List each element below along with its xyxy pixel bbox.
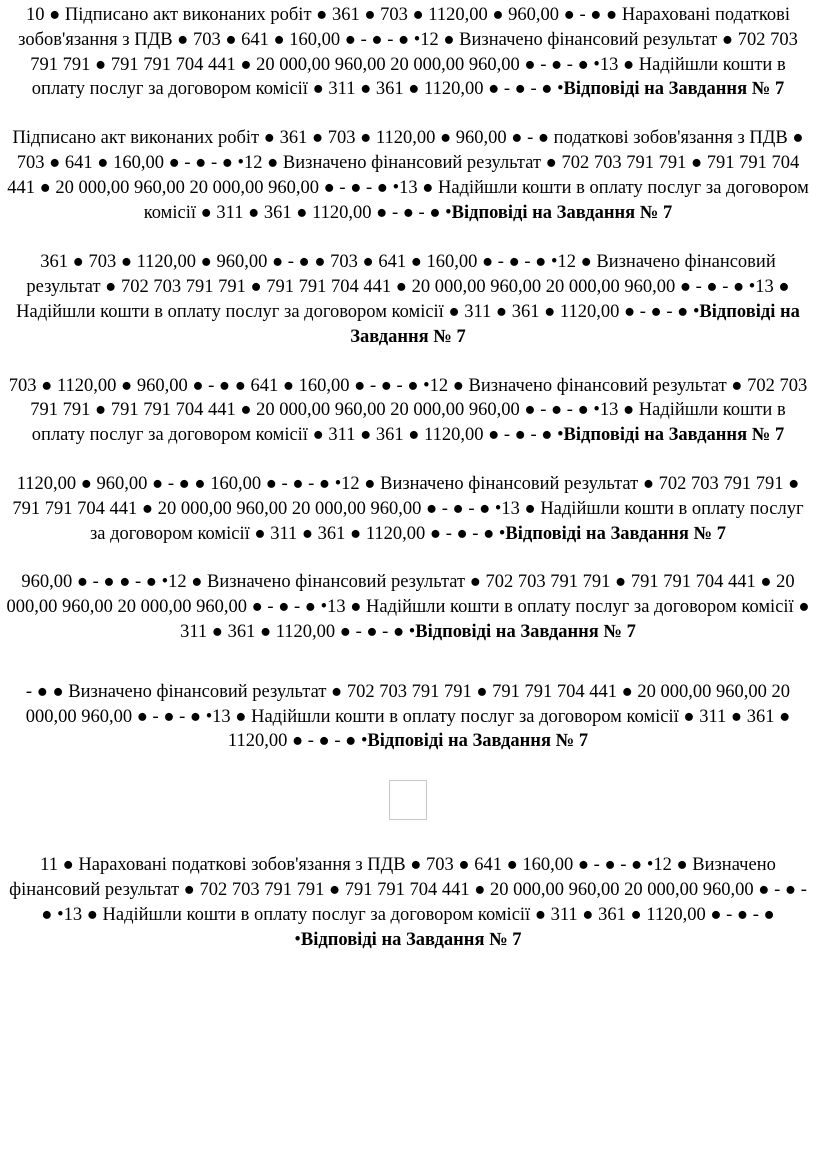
paragraph-4-heading: Відповіді на Завдання № 7	[563, 425, 785, 446]
paragraph-1-text: 10 ● Підписано акт виконаних робіт ● 361 ● 703 ● 1120,00 ● 960,00 ● - ● ● Нараховані податкові зобов'язання з ПДВ ● 703 ● 641 ● 160,00 ● - ● - ● •12 ● Визначено фінансовий результат ● 702 703 791 791 ● 791 791 704 441 ● 20 000,00 960,00 20 000,00 960,00 ● - ● - ● •13 ● Надійшли кошти в оплату послуг за договором комісії ● 311 ● 361 ● 1120,00 ● - ● - ● •	[18, 5, 798, 100]
paragraph-7	[4, 680, 812, 754]
paragraph-7-text: - ● ● Визначено фінансовий результат ● 702 703 791 791 ● 791 791 704 441 ● 20 000,00 960,00 20 000,00 960,00 ● - ● - ● •13 ● Надійшли кошти в оплату послуг за договором комісії ● 311 ● 361 ● 1120,00 ● - ● - ● •	[25, 681, 791, 752]
paragraph-5-text: 1120,00 ● 960,00 ● - ● ● 160,00 ● - ● - ● •12 ● Визначено фінансовий результат ● 702 703 791 791 ● 791 791 704 441 ● 20 000,00 960,00 20 000,00 960,00 ● - ● - ● •13 ● Надійшли кошти в оплату послуг за договором комісії ● 311 ● 361 ● 1120,00 ● - ● - ● •	[12, 473, 804, 544]
paragraph-2-heading: Відповіді на Завдання № 7	[451, 202, 673, 223]
paragraph-3-text: 361 ● 703 ● 1120,00 ● 960,00 ● - ● ● 703 ● 641 ● 160,00 ● - ● - ● •12 ● Визначено фінансовий результат ● 702 703 791 791 ● 791 791 704 441 ● 20 000,00 960,00 20 000,00 960,00 ● - ● - ● •13 ● Надійшли кошти в оплату послуг за договором комісії ● 311 ● 361 ● 1120,00 ● - ● - ● •	[16, 252, 790, 322]
paragraph-5	[4, 472, 812, 546]
paragraph-3-heading: Відповіді на Завдання № 7	[350, 301, 800, 347]
paragraph-6-heading: Відповіді на Завдання № 7	[415, 621, 636, 642]
paragraph-7-heading: Відповіді на Завдання № 7	[367, 731, 589, 752]
paragraph-5-heading: Відповіді на Завдання № 7	[505, 523, 727, 544]
broken-image-icon	[389, 780, 427, 820]
paragraph-4	[4, 374, 812, 448]
paragraph-6-text: 960,00 ● - ● ● - ● •12 ● Визначено фінансовий результат ● 702 703 791 791 ● 791 791 704 441 ● 20 000,00 960,00 20 000,00 960,00 ● - ● - ● •13 ● Надійшли кошти в оплату послуг за договором комісії ● 311 ● 361 ● 1120,00 ● - ● - ● •	[6, 572, 810, 642]
paragraph-3	[4, 250, 812, 349]
paragraph-4-text: 703 ● 1120,00 ● 960,00 ● - ● ● 641 ● 160,00 ● - ● - ● •12 ● Визначено фінансовий результат ● 702 703 791 791 ● 791 791 704 441 ● 20 000,00 960,00 20 000,00 960,00 ● - ● - ● •13 ● Надійшли кошти в оплату послуг за договором комісії ● 311 ● 361 ● 1120,00 ● - ● - ● •	[8, 375, 808, 446]
paragraph-8-text: 11 ● Нараховані податкові зобов'язання з ПДВ ● 703 ● 641 ● 160,00 ● - ● - ● •12 ● Визначено фінансовий результат ● 702 703 791 791 ● 791 791 704 441 ● 20 000,00 960,00 20 000,00 960,00 ● - ● - ● •13 ● Надійшли кошти в оплату послуг за договором комісії ● 311 ● 361 ● 1120,00 ● - ● - ● •	[9, 855, 807, 950]
paragraph-8	[4, 853, 812, 952]
paragraph-2	[4, 126, 812, 225]
image-placeholder-wrap	[4, 780, 812, 820]
paragraph-1	[4, 3, 812, 102]
paragraph-6	[4, 570, 812, 644]
paragraph-8-heading: Відповіді на Завдання № 7	[300, 929, 522, 950]
paragraph-1-heading: Відповіді на Завдання № 7	[563, 79, 785, 100]
paragraph-2-text: Підписано акт виконаних робіт ● 361 ● 703 ● 1120,00 ● 960,00 ● - ● податкові зобов'язання з ПДВ ● 703 ● 641 ● 160,00 ● - ● - ● •12 ● Визначено фінансовий результат ● 702 703 791 791 ● 791 791 704 441 ● 20 000,00 960,00 20 000,00 960,00 ● - ● - ● •13 ● Надійшли кошти в оплату послуг за договором комісії ● 311 ● 361 ● 1120,00 ● - ● - ● •	[7, 128, 809, 223]
